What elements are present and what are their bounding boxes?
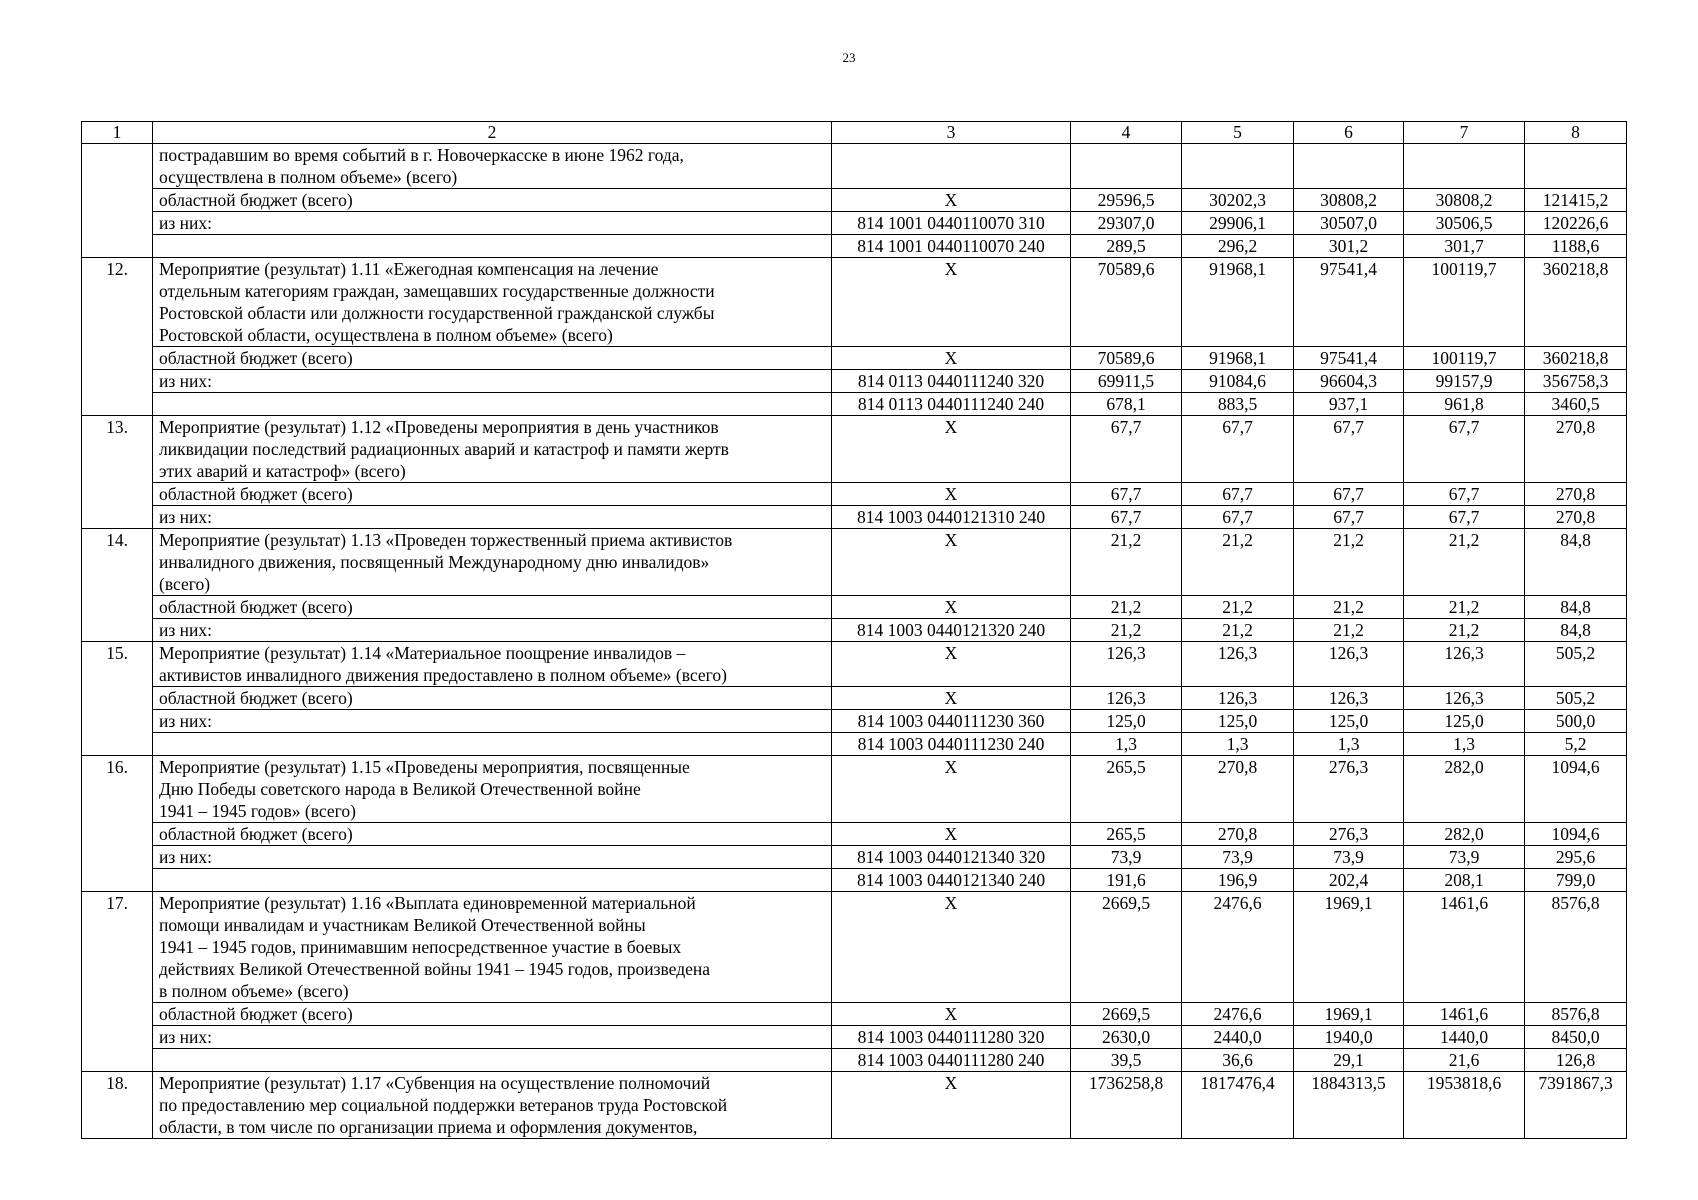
funding-source-label [153, 733, 832, 756]
amount-cell: 36,6 [1182, 1049, 1294, 1072]
amount-cell: 196,9 [1182, 869, 1294, 892]
amount-cell: 1461,6 [1404, 1003, 1525, 1026]
measure-title [153, 529, 832, 596]
amount-cell: 125,0 [1294, 710, 1404, 733]
funding-source-label [153, 235, 832, 258]
measure-number: 18. [82, 1072, 153, 1139]
budget-code-cell: X [832, 347, 1071, 370]
measure-title-row [82, 258, 1627, 347]
amount-cell: 1,3 [1294, 733, 1404, 756]
amount-cell: 2630,0 [1071, 1026, 1182, 1049]
amount-cell: 21,2 [1182, 529, 1294, 596]
budget-code-cell: 814 1003 0440121340 240 [832, 869, 1071, 892]
amount-cell: 961,8 [1404, 393, 1525, 416]
measure-title-line: Ростовской области, осуществлена в полном объеме» (всего) [159, 325, 613, 345]
funding-source-label [153, 1049, 832, 1072]
amount-cell: 191,6 [1071, 869, 1182, 892]
amount-cell: 73,9 [1182, 846, 1294, 869]
measure-number: 12. [82, 258, 153, 416]
funding-row [82, 1049, 1627, 1072]
amount-cell: 67,7 [1182, 416, 1294, 483]
budget-code-cell: 814 1001 0440110070 310 [832, 212, 1071, 235]
measure-title [153, 642, 832, 687]
amount-cell: 265,5 [1071, 823, 1182, 846]
amount-cell: 29906,1 [1182, 212, 1294, 235]
page-number: 23 [842, 50, 856, 65]
amount-cell: 505,2 [1525, 687, 1627, 710]
measure-title-line: ликвидации последствий радиационных аварий и катастроф и памяти жертв [159, 439, 729, 459]
amount-cell: 1461,6 [1404, 892, 1525, 1003]
budget-code-cell: X [832, 756, 1071, 823]
measure-title-line: Мероприятие (результат) 1.11 «Ежегодная компенсация на лечение [159, 259, 659, 279]
amount-cell: 70589,6 [1071, 258, 1182, 347]
amount-cell: 73,9 [1071, 846, 1182, 869]
table-body [82, 122, 1627, 1139]
funding-source-label: областной бюджет (всего) [153, 596, 832, 619]
amount-cell: 1969,1 [1294, 892, 1404, 1003]
amount-cell: 289,5 [1071, 235, 1182, 258]
amount-cell: 282,0 [1404, 823, 1525, 846]
amount-cell: 202,4 [1294, 869, 1404, 892]
amount-cell: 265,5 [1071, 756, 1182, 823]
measure-title-line: Мероприятие (результат) 1.17 «Субвенция на осуществление полномочий [159, 1073, 711, 1093]
measure-title-row [82, 1072, 1627, 1139]
amount-cell: 301,7 [1404, 235, 1525, 258]
funding-source-label: областной бюджет (всего) [153, 687, 832, 710]
amount-cell: 21,6 [1404, 1049, 1525, 1072]
measure-title-line: (всего) [159, 574, 211, 594]
funding-row [82, 619, 1627, 642]
measure-title [153, 756, 832, 823]
amount-cell: 29596,5 [1071, 189, 1182, 212]
amount-cell: 30808,2 [1294, 189, 1404, 212]
amount-cell: 270,8 [1182, 823, 1294, 846]
budget-code-cell: X [832, 596, 1071, 619]
column-header-7: 7 [1404, 122, 1525, 144]
amount-cell: 67,7 [1404, 416, 1525, 483]
amount-cell: 67,7 [1294, 506, 1404, 529]
amount-cell: 356758,3 [1525, 370, 1627, 393]
funding-source-label: из них: [153, 1026, 832, 1049]
funding-row [82, 1003, 1627, 1026]
measure-title-row [82, 642, 1627, 687]
budget-code-cell: 814 1003 0440111280 240 [832, 1049, 1071, 1072]
amount-cell [1404, 144, 1525, 189]
measure-title-line: по предоставлению мер социальной поддержки ветеранов труда Ростовской [159, 1095, 728, 1115]
amount-cell: 67,7 [1404, 483, 1525, 506]
measure-title [153, 416, 832, 483]
funding-source-label: из них: [153, 710, 832, 733]
amount-cell: 270,8 [1182, 756, 1294, 823]
measure-number: 13. [82, 416, 153, 529]
measure-title-line: Мероприятие (результат) 1.14 «Материальное поощрение инвалидов – [159, 643, 686, 663]
amount-cell: 21,2 [1404, 529, 1525, 596]
column-header-8: 8 [1525, 122, 1627, 144]
measure-title-line: инвалидного движения, посвященный Международному дню инвалидов» [159, 552, 710, 572]
amount-cell: 1,3 [1404, 733, 1525, 756]
funding-source-label: из них: [153, 212, 832, 235]
measure-title-line: Мероприятие (результат) 1.12 «Проведены мероприятия в день участников [159, 417, 719, 437]
amount-cell: 91968,1 [1182, 347, 1294, 370]
budget-code-cell: 814 0113 0440111240 320 [832, 370, 1071, 393]
column-header-4: 4 [1071, 122, 1182, 144]
amount-cell: 21,2 [1071, 619, 1182, 642]
measure-title-line: Дню Победы советского народа в Великой Отечественной войне [159, 779, 641, 799]
funding-source-label: из них: [153, 506, 832, 529]
amount-cell: 91968,1 [1182, 258, 1294, 347]
amount-cell: 2440,0 [1182, 1026, 1294, 1049]
funding-row [82, 869, 1627, 892]
amount-cell: 125,0 [1182, 710, 1294, 733]
funding-source-label: из них: [153, 370, 832, 393]
amount-cell: 126,3 [1404, 642, 1525, 687]
amount-cell [1182, 144, 1294, 189]
budget-code-cell: 814 1003 0440111230 360 [832, 710, 1071, 733]
budget-code-cell: 814 1003 0440111230 240 [832, 733, 1071, 756]
amount-cell: 360218,8 [1525, 347, 1627, 370]
funding-source-label: областной бюджет (всего) [153, 347, 832, 370]
amount-cell: 67,7 [1294, 416, 1404, 483]
amount-cell: 67,7 [1071, 416, 1182, 483]
funding-source-label: областной бюджет (всего) [153, 823, 832, 846]
amount-cell: 126,3 [1294, 642, 1404, 687]
budget-code-cell: X [832, 642, 1071, 687]
amount-cell: 2476,6 [1182, 1003, 1294, 1026]
measure-title-row [82, 144, 1627, 189]
funding-row [82, 823, 1627, 846]
measure-title-line: этих аварий и катастроф» (всего) [159, 461, 406, 481]
budget-code-cell: X [832, 823, 1071, 846]
amount-cell: 270,8 [1525, 483, 1627, 506]
amount-cell: 126,3 [1182, 642, 1294, 687]
amount-cell: 1969,1 [1294, 1003, 1404, 1026]
amount-cell: 2476,6 [1182, 892, 1294, 1003]
funding-row [82, 189, 1627, 212]
amount-cell: 126,3 [1182, 687, 1294, 710]
amount-cell: 3460,5 [1525, 393, 1627, 416]
amount-cell: 7391867,3 [1525, 1072, 1627, 1139]
measure-title-line: осуществлена в полном объеме» (всего) [159, 167, 458, 187]
column-header-2: 2 [153, 122, 832, 144]
measure-title-row [82, 756, 1627, 823]
amount-cell: 276,3 [1294, 756, 1404, 823]
amount-cell: 97541,4 [1294, 258, 1404, 347]
funding-row [82, 687, 1627, 710]
budget-code-cell: X [832, 483, 1071, 506]
amount-cell: 126,3 [1404, 687, 1525, 710]
column-header-6: 6 [1294, 122, 1404, 144]
budget-code-cell: 814 1003 0440121320 240 [832, 619, 1071, 642]
amount-cell: 21,2 [1071, 529, 1182, 596]
amount-cell: 500,0 [1525, 710, 1627, 733]
funding-row [82, 370, 1627, 393]
amount-cell: 360218,8 [1525, 258, 1627, 347]
column-header-3: 3 [832, 122, 1071, 144]
measure-title-line: Ростовской области или должности государственной гражданской службы [159, 303, 715, 323]
measure-number: 17. [82, 892, 153, 1072]
amount-cell: 1884313,5 [1294, 1072, 1404, 1139]
measure-title-line: Мероприятие (результат) 1.13 «Проведен торжественный приема активистов [159, 530, 733, 550]
amount-cell: 84,8 [1525, 529, 1627, 596]
budget-table [81, 121, 1627, 1139]
amount-cell: 39,5 [1071, 1049, 1182, 1072]
amount-cell: 100119,7 [1404, 347, 1525, 370]
measure-title-line: 1941 – 1945 годов, принимавшим непосредственное участие в боевых [159, 937, 682, 957]
amount-cell: 96604,3 [1294, 370, 1404, 393]
amount-cell: 69911,5 [1071, 370, 1182, 393]
budget-code-cell: X [832, 1003, 1071, 1026]
funding-row [82, 506, 1627, 529]
amount-cell: 67,7 [1404, 506, 1525, 529]
amount-cell: 21,2 [1182, 619, 1294, 642]
amount-cell: 505,2 [1525, 642, 1627, 687]
funding-source-label [153, 393, 832, 416]
amount-cell: 5,2 [1525, 733, 1627, 756]
amount-cell: 99157,9 [1404, 370, 1525, 393]
measure-number: 15. [82, 642, 153, 756]
measure-title-line: действиях Великой Отечественной войны 1941 – 1945 годов, произведена [159, 959, 711, 979]
measure-number [82, 144, 153, 258]
column-header-1: 1 [82, 122, 153, 144]
amount-cell: 1094,6 [1525, 756, 1627, 823]
budget-code-cell: 814 1003 0440121310 240 [832, 506, 1071, 529]
funding-row [82, 596, 1627, 619]
amount-cell [1294, 144, 1404, 189]
amount-cell [1525, 144, 1627, 189]
measure-title [153, 144, 832, 189]
measure-number: 14. [82, 529, 153, 642]
budget-code-cell: X [832, 258, 1071, 347]
funding-row [82, 1026, 1627, 1049]
budget-code-cell: 814 1001 0440110070 240 [832, 235, 1071, 258]
amount-cell: 67,7 [1294, 483, 1404, 506]
budget-code-cell: 814 0113 0440111240 240 [832, 393, 1071, 416]
amount-cell: 678,1 [1071, 393, 1182, 416]
amount-cell: 73,9 [1294, 846, 1404, 869]
amount-cell: 21,2 [1071, 596, 1182, 619]
amount-cell: 301,2 [1294, 235, 1404, 258]
amount-cell: 30808,2 [1404, 189, 1525, 212]
amount-cell: 8576,8 [1525, 1003, 1627, 1026]
funding-source-label [153, 869, 832, 892]
amount-cell: 91084,6 [1182, 370, 1294, 393]
amount-cell: 282,0 [1404, 756, 1525, 823]
amount-cell: 84,8 [1525, 596, 1627, 619]
amount-cell: 2669,5 [1071, 1003, 1182, 1026]
budget-code-cell: X [832, 529, 1071, 596]
measure-number: 16. [82, 756, 153, 892]
measure-title-line: пострадавшим во время событий в г. Новочеркасске в июне 1962 года, [159, 145, 684, 165]
measure-title [153, 258, 832, 347]
budget-code-cell: 814 1003 0440111280 320 [832, 1026, 1071, 1049]
amount-cell: 799,0 [1525, 869, 1627, 892]
amount-cell: 100119,7 [1404, 258, 1525, 347]
amount-cell: 2669,5 [1071, 892, 1182, 1003]
funding-source-label: областной бюджет (всего) [153, 483, 832, 506]
amount-cell: 30506,5 [1404, 212, 1525, 235]
measure-title-line: в полном объеме» (всего) [159, 981, 349, 1001]
budget-code-cell: X [832, 687, 1071, 710]
amount-cell: 97541,4 [1294, 347, 1404, 370]
column-header-5: 5 [1182, 122, 1294, 144]
amount-cell: 126,3 [1294, 687, 1404, 710]
amount-cell: 1953818,6 [1404, 1072, 1525, 1139]
amount-cell: 67,7 [1182, 483, 1294, 506]
amount-cell: 84,8 [1525, 619, 1627, 642]
funding-source-label: из них: [153, 846, 832, 869]
amount-cell: 70589,6 [1071, 347, 1182, 370]
measure-title-line: 1941 – 1945 годов» (всего) [159, 801, 356, 821]
funding-row [82, 710, 1627, 733]
measure-title-row [82, 892, 1627, 1003]
measure-title-row [82, 529, 1627, 596]
amount-cell: 270,8 [1525, 506, 1627, 529]
funding-source-label: областной бюджет (всего) [153, 1003, 832, 1026]
amount-cell: 125,0 [1071, 710, 1182, 733]
amount-cell: 67,7 [1182, 506, 1294, 529]
amount-cell: 21,2 [1294, 619, 1404, 642]
amount-cell: 30507,0 [1294, 212, 1404, 235]
funding-source-label: областной бюджет (всего) [153, 189, 832, 212]
measure-title-line: помощи инвалидам и участникам Великой Отечественной войны [159, 915, 646, 935]
amount-cell: 883,5 [1182, 393, 1294, 416]
measure-title-line: Мероприятие (результат) 1.16 «Выплата единовременной материальной [159, 893, 696, 913]
amount-cell: 29,1 [1294, 1049, 1404, 1072]
funding-row [82, 212, 1627, 235]
budget-code-cell: X [832, 892, 1071, 1003]
amount-cell: 21,2 [1404, 596, 1525, 619]
amount-cell: 30202,3 [1182, 189, 1294, 212]
amount-cell: 21,2 [1294, 529, 1404, 596]
amount-cell: 29307,0 [1071, 212, 1182, 235]
amount-cell: 126,8 [1525, 1049, 1627, 1072]
measure-title-line: Мероприятие (результат) 1.15 «Проведены мероприятия, посвященные [159, 757, 690, 777]
budget-code-cell: X [832, 1072, 1071, 1139]
measure-title-line: активистов инвалидного движения предоставлено в полном объеме» (всего) [159, 665, 727, 685]
amount-cell: 208,1 [1404, 869, 1525, 892]
budget-code-cell: 814 1003 0440121340 320 [832, 846, 1071, 869]
funding-row [82, 846, 1627, 869]
amount-cell: 295,6 [1525, 846, 1627, 869]
amount-cell: 120226,6 [1525, 212, 1627, 235]
amount-cell: 73,9 [1404, 846, 1525, 869]
amount-cell: 21,2 [1404, 619, 1525, 642]
budget-code-cell: X [832, 189, 1071, 212]
funding-row [82, 733, 1627, 756]
amount-cell: 126,3 [1071, 642, 1182, 687]
amount-cell: 1094,6 [1525, 823, 1627, 846]
measure-title-line: отдельным категориям граждан, замещавших государственные должности [159, 281, 715, 301]
amount-cell: 1440,0 [1404, 1026, 1525, 1049]
amount-cell: 121415,2 [1525, 189, 1627, 212]
measure-title [153, 1072, 832, 1139]
amount-cell: 937,1 [1294, 393, 1404, 416]
amount-cell: 1188,6 [1525, 235, 1627, 258]
amount-cell: 296,2 [1182, 235, 1294, 258]
amount-cell: 270,8 [1525, 416, 1627, 483]
funding-row [82, 235, 1627, 258]
amount-cell: 8450,0 [1525, 1026, 1627, 1049]
funding-row [82, 393, 1627, 416]
amount-cell: 276,3 [1294, 823, 1404, 846]
funding-source-label: из них: [153, 619, 832, 642]
amount-cell: 67,7 [1071, 506, 1182, 529]
amount-cell: 67,7 [1071, 483, 1182, 506]
budget-code-cell: X [832, 416, 1071, 483]
amount-cell: 125,0 [1404, 710, 1525, 733]
column-number-row [82, 122, 1627, 144]
budget-code-cell [832, 144, 1071, 189]
amount-cell: 8576,8 [1525, 892, 1627, 1003]
amount-cell: 1,3 [1071, 733, 1182, 756]
funding-row [82, 483, 1627, 506]
amount-cell: 1817476,4 [1182, 1072, 1294, 1139]
amount-cell: 21,2 [1182, 596, 1294, 619]
measure-title [153, 892, 832, 1003]
funding-row [82, 347, 1627, 370]
amount-cell: 1,3 [1182, 733, 1294, 756]
amount-cell [1071, 144, 1182, 189]
measure-title-line: области, в том числе по организации приема и оформления документов, [159, 1117, 698, 1137]
amount-cell: 1940,0 [1294, 1026, 1404, 1049]
amount-cell: 126,3 [1071, 687, 1182, 710]
amount-cell: 1736258,8 [1071, 1072, 1182, 1139]
measure-title-row [82, 416, 1627, 483]
amount-cell: 21,2 [1294, 596, 1404, 619]
